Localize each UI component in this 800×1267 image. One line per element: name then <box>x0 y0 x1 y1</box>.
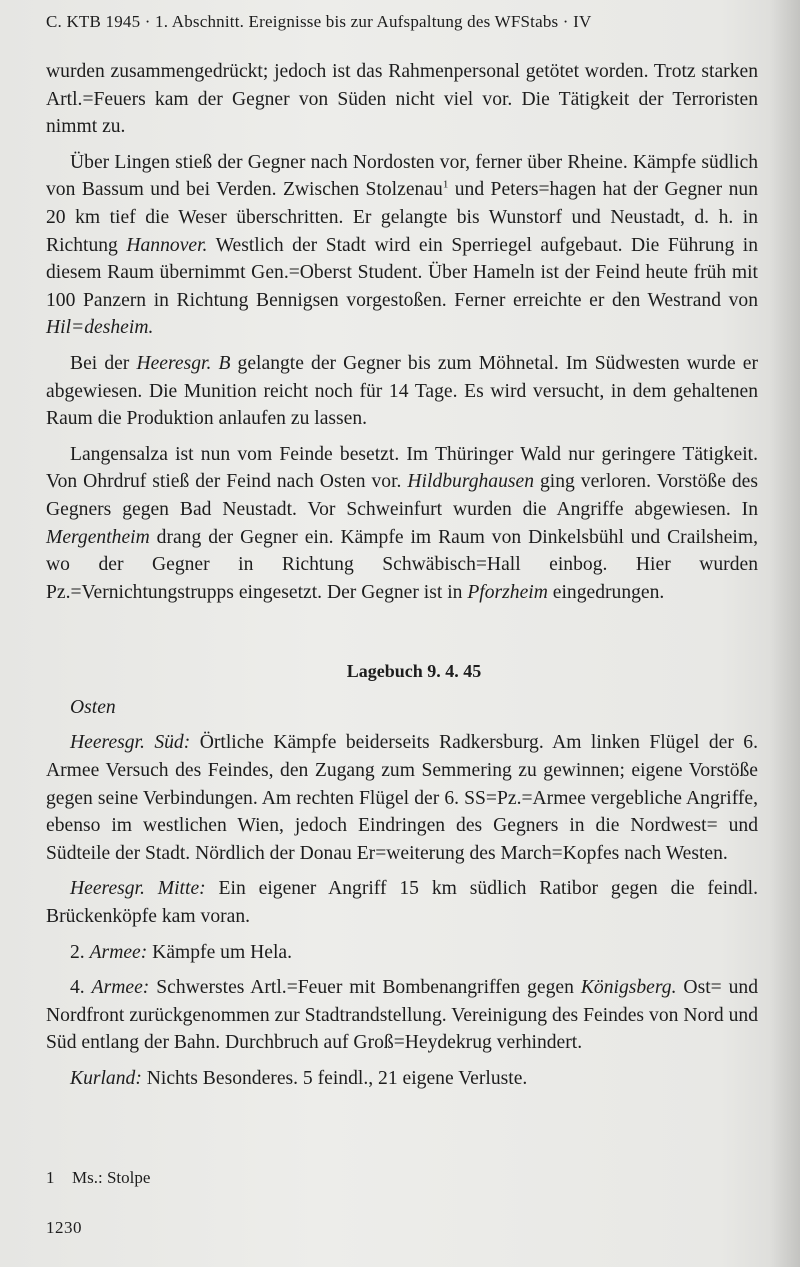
entry-label: Armee: <box>89 941 148 963</box>
entry-2-armee <box>46 939 758 967</box>
entry-label: Heeresgr. Mitte: <box>70 878 206 900</box>
text-run: Bei der <box>70 352 137 374</box>
entry-4-armee <box>46 974 758 1057</box>
text-run: Langensalza ist nun vom Feinde besetzt. Im Thüringer Wald nur geringere Tätigkeit. Von Ohrdruf stieß der Feind nach Osten vor. <box>46 443 758 493</box>
place-name: Hildburghausen <box>407 471 535 493</box>
entry-text: Kämpfe um Hela. <box>147 941 292 963</box>
entry-text: Ein eigener Angriff 15 km südlich Ratibor gegen die feindl. Brückenköpfe kam voran. <box>46 878 758 928</box>
place-name: Mergentheim <box>46 526 150 548</box>
entry-text: Ost= und Nordfront zurückgenommen zur Stadtrandstellung. Vereinigung des Feindes von Nord und Süd entlang der Bahn. Durchbruch auf Groß=Heydekrug verhindert. <box>46 977 759 1054</box>
page-number: 1230 <box>46 1218 82 1237</box>
entry-number: 4. <box>70 977 92 999</box>
place-name: Königsberg. <box>580 977 677 999</box>
footnote-ref: 1 <box>442 178 449 191</box>
running-header: C. KTB 1945 · 1. Abschnitt. Ereignisse bis zur Aufspaltung des WFStabs · IV <box>46 12 592 31</box>
paragraph-1: wurden zusammengedrückt; jedoch ist das Rahmenpersonal getötet worden. Trotz starken Artl.=Feuers kam der Gegner von Süden nicht viel vor. Die Tätigkeit der Terroristen nimmt zu. <box>46 61 758 138</box>
page-edge-shadow <box>770 0 800 1267</box>
paragraph-2 <box>46 149 758 342</box>
text-run: drang der Gegner ein. Kämpfe im Raum von Dinkelsbühl und Crailsheim, wo der Gegner in Richtung Schwäbisch=Hall einbog. Hier wurden Pz.=Vernichtungstrupps eingesetzt. Der Gegner ist in <box>46 526 758 603</box>
footnote <box>46 1168 746 1188</box>
place-name: Hil=desheim. <box>46 317 154 339</box>
entry-number: 2. <box>70 941 90 963</box>
footnote-number: 1 <box>46 1168 55 1187</box>
entry-heeresgr-sued <box>46 729 758 867</box>
text-run: und Peters=hagen hat der Gegner nun 20 km tief die Weser überschritten. Er gelangte bis Wunstorf und Neustadt, d. h. in Richtung <box>46 179 758 256</box>
text-run: Über Lingen stieß der Gegner nach Nordosten vor, ferner über Rheine. Kämpfe südlich von Bassum und bei Verden. Zwischen Stolzenau <box>46 151 758 201</box>
text-run: gelangte der Gegner bis zum Möhnetal. Im Südwesten wurde er abgewiesen. Die Munition reicht noch für 14 Tage. Es wird versucht, in dem gehaltenen Raum die Produktion anlaufen zu lassen. <box>46 352 759 430</box>
entry-label: Kurland: <box>70 1068 142 1089</box>
text-run: eingedrungen. <box>547 581 665 603</box>
body-text <box>46 58 758 1101</box>
place-name: Hannover. <box>126 234 208 256</box>
text-run: ging verloren. Vorstöße des Gegners gegen Bad Neustadt. Vor Schweinfurt wurden die Angriffe abgewiesen. In <box>46 471 758 520</box>
section-gap <box>46 614 758 658</box>
entry-text: Örtliche Kämpfe beiderseits Radkersburg. Am linken Flügel der 6. Armee Versuch des Feindes, den Zugang zum Semmering zu gewinnen; eigene Vorstöße gegen seine Verbindungen. Am rechten Flügel der 6. SS=Pz.=Armee vergebliche Angriffe, ebenso im westlichen Wien, jedoch Eindringen des Gegners in die Nordwest= und Südteile der Stadt. Nördlich der Donau Er=weiterung des March=Kopfes nach Westen. <box>46 732 758 864</box>
text-run: Westlich der Stadt wird ein Sperriegel aufgebaut. Die Führung in diesem Raum übernimmt Gen.=Oberst Student. Über Hameln ist der Feind heute früh mit 100 Panzern in Richtung Bennigsen vorgestoßen. Ferner erreichte er den Westrand von <box>46 234 758 311</box>
entry-label: Heeresgr. Süd: <box>70 732 191 754</box>
entry-text: Schwerstes Artl.=Feuer mit Bombenangriffen gegen <box>149 977 581 999</box>
entry-heeresgr-mitte <box>46 875 758 930</box>
entry-label: Armee: <box>91 977 150 999</box>
unit-name: Heeresgr. B <box>136 352 231 374</box>
entry-kurland <box>46 1065 758 1093</box>
paragraph-4 <box>46 441 758 607</box>
lagebuch-heading: Lagebuch 9. 4. 45 <box>346 661 482 682</box>
entry-text: Nichts Besonderes. 5 feindl., 21 eigene Verluste. <box>141 1068 528 1089</box>
footnote-text: Ms.: Stolpe <box>72 1168 151 1187</box>
section-title: Osten <box>70 696 116 718</box>
place-name: Pforzheim <box>467 581 548 603</box>
paragraph-3 <box>46 350 758 433</box>
